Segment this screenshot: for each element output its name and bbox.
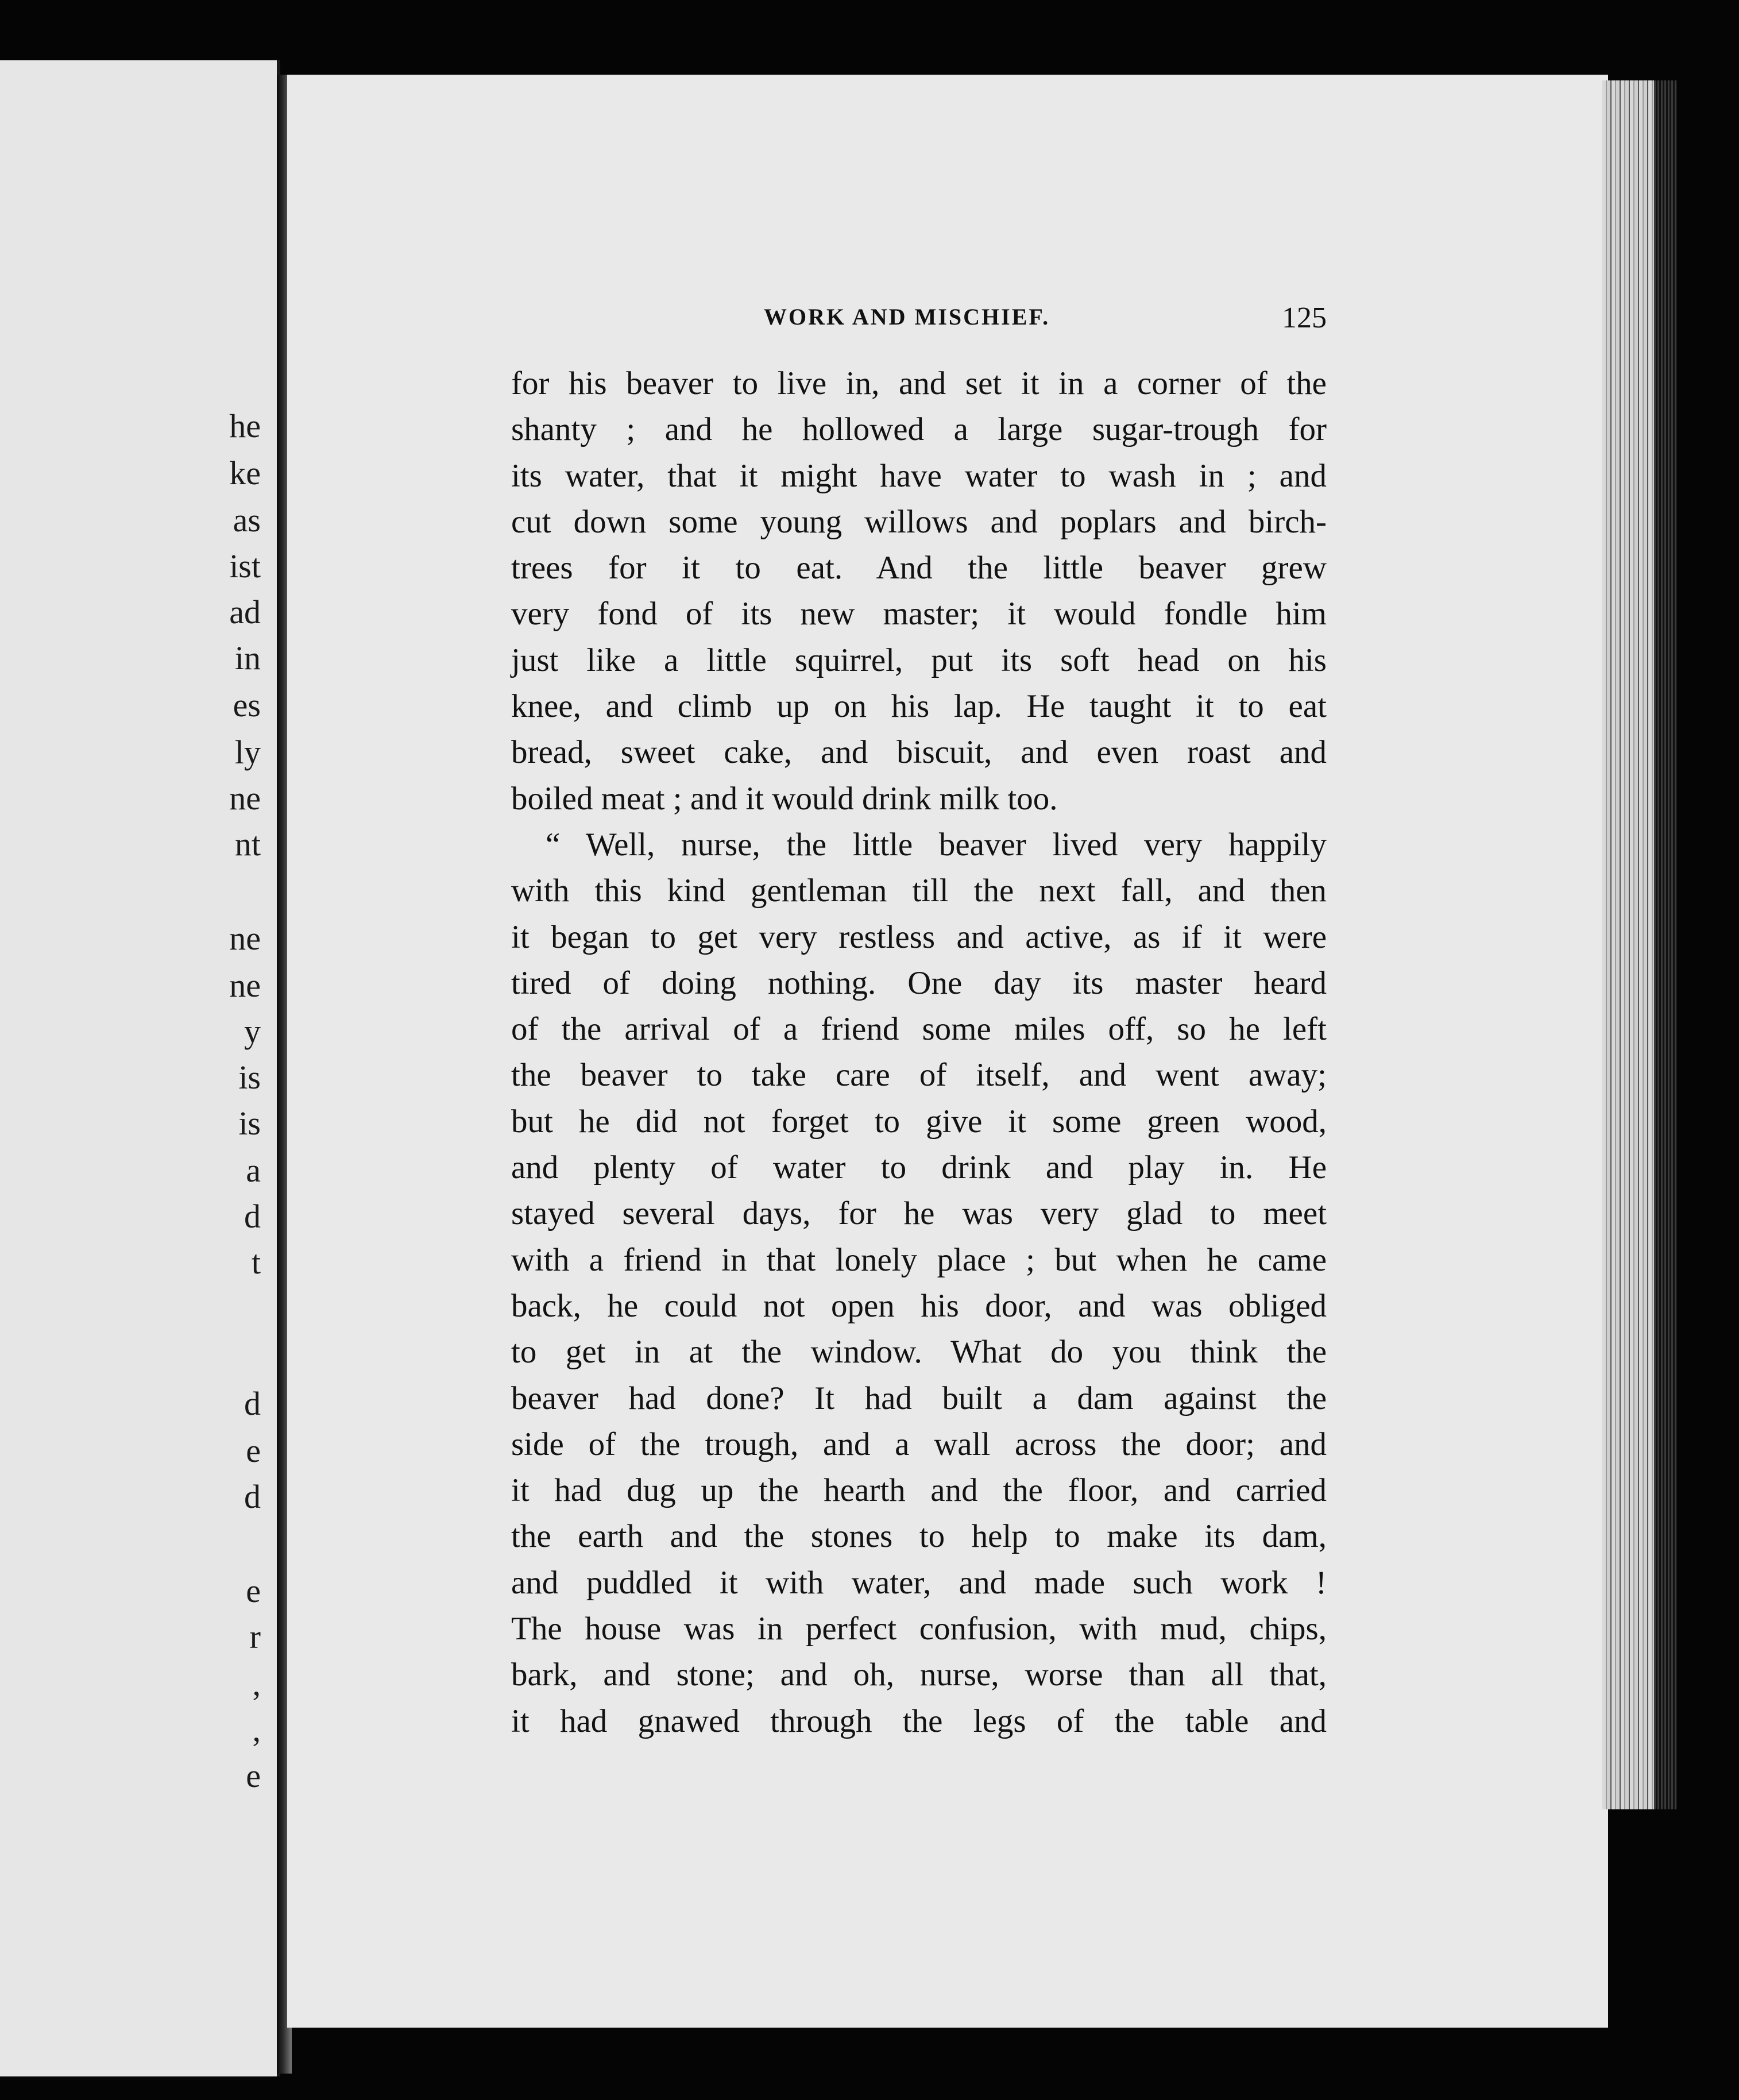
text-line: but he did not forget to give it some green wood, [511,1103,1327,1140]
left-page-fragment: , [252,1711,261,1748]
text-line: back, he could not open his door, and was obliged [511,1287,1327,1324]
left-page-fragment: ad [229,593,261,631]
text-line: with this kind gentleman till the next fall, and then [511,873,1327,909]
left-page-fragment: e [246,1757,261,1794]
text-line: cut down some young willows and poplars and birch- [511,503,1327,540]
text-line: “ Well, nurse, the little beaver lived very happily [546,826,1327,863]
left-page-fragment: e [246,1432,261,1469]
left-page-fragment: t [251,1244,261,1281]
text-line: boiled meat ; and it would drink milk too. [511,780,1058,817]
left-page-fragment: r [249,1618,261,1655]
left-page-fragment: d [244,1198,261,1235]
left-page-fragment: y [244,1013,261,1050]
left-page-fragment: nt [234,825,261,863]
text-line: it had dug up the hearth and the floor, and carried [511,1472,1327,1509]
text-line: very fond of its new master; it would fondle him [511,596,1327,632]
text-line: for his beaver to live in, and set it in a corner of the [511,365,1327,402]
left-page-fragment: ne [229,920,261,957]
page-number: 125 [1282,302,1327,334]
body-text [511,361,1327,1744]
left-page-fragment: ne [229,967,261,1004]
text-line: shanty ; and he hollowed a large sugar-trough for [511,411,1327,448]
left-page-fragment: in [234,639,261,677]
text-line: bread, sweet cake, and biscuit, and even roast and [511,734,1327,771]
left-page-fragment: ly [234,734,261,771]
running-head: WORK AND MISCHIEF. [764,304,1050,330]
text-line: its water, that it might have water to wash in ; and [511,457,1327,494]
left-page-fragment: he [229,407,261,445]
left-page-fragment: ne [229,779,261,817]
left-page [0,60,280,2076]
left-page-fragment: d [244,1478,261,1515]
left-page-fragment: e [246,1572,261,1609]
left-page-fragment: d [244,1385,261,1422]
text-line: knee, and climb up on his lap. He taught it to eat [511,688,1327,725]
text-line: just like a little squirrel, put its soft head on his [511,642,1327,678]
text-line: tired of doing nothing. One day its master heard [511,964,1327,1001]
page-edges [1602,80,1654,1809]
cover-edge [1654,80,1677,1809]
text-line: of the arrival of a friend some miles off, so he left [511,1011,1327,1048]
text-line: trees for it to eat. And the little beaver grew [511,550,1327,586]
text-line: with a friend in that lonely place ; but when he came [511,1241,1327,1278]
text-line: it began to get very restless and active, as if it were [511,918,1327,955]
text-line: side of the trough, and a wall across the door; and [511,1426,1327,1462]
left-page-fragment: a [246,1152,261,1189]
text-line: the earth and the stones to help to make its dam, [511,1518,1327,1555]
left-page-fragment: ist [229,547,261,585]
left-page-fragment: is [238,1059,261,1096]
text-line: and puddled it with water, and made such work ! [511,1564,1327,1601]
text-line: it had gnawed through the legs of the table and [511,1703,1327,1739]
left-page-fragment: , [252,1665,261,1703]
text-line: The house was in perfect confusion, with mud, chips, [511,1611,1327,1647]
left-page-fragment: is [238,1105,261,1142]
text-line: to get in at the window. What do you think the [511,1334,1327,1371]
text-line: beaver had done? It had built a dam against the [511,1380,1327,1416]
left-page-fragment: as [233,501,261,539]
text-line: bark, and stone; and oh, nurse, worse than all that, [511,1657,1327,1693]
text-line: stayed several days, for he was very glad to meet [511,1195,1327,1232]
text-line: the beaver to take care of itself, and went away; [511,1057,1327,1094]
left-page-fragment: es [233,686,261,724]
left-page-fragment: ke [229,454,261,492]
text-line: and plenty of water to drink and play in. He [511,1149,1327,1186]
